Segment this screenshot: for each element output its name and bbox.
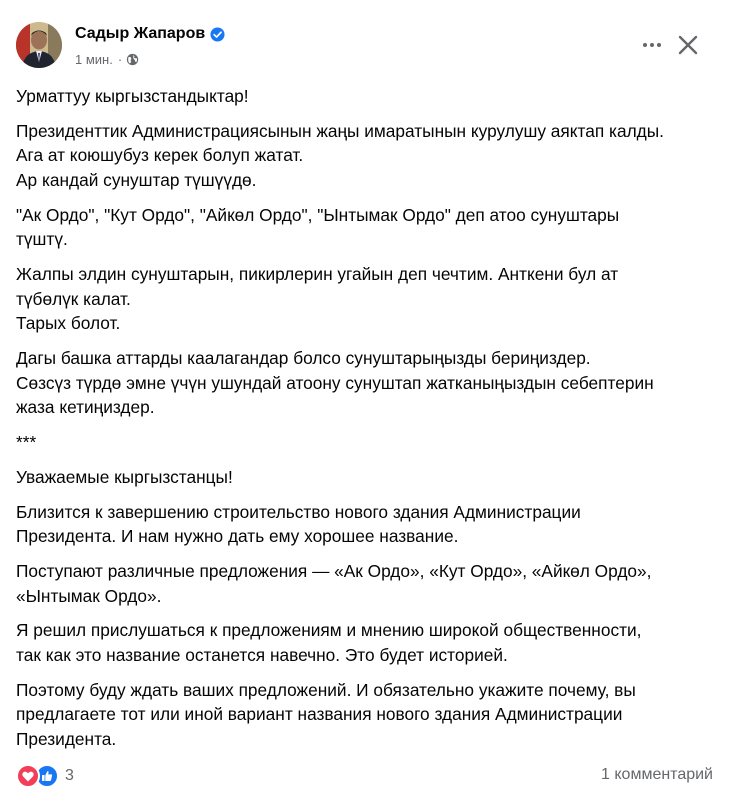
post-paragraph [16, 618, 721, 667]
paragraph-line: *** [16, 432, 37, 453]
paragraph-line: Ага ат коюшубуз керек болуп жатат. [16, 145, 304, 166]
paragraph-line: Уважаемые кыргызстанцы! [16, 466, 233, 487]
post-paragraph [16, 430, 721, 455]
post-meta [75, 52, 139, 67]
paragraph-line: Ар кандай сунуштар түшүүдө. [16, 169, 257, 190]
comments-count-link[interactable]: 1 комментарий [601, 766, 713, 783]
paragraph-line: жаза кетиңиздер. [16, 397, 155, 418]
paragraph-line: Президента. [16, 728, 117, 749]
paragraph-line: Президента. И нам нужно дать ему хорошее название. [16, 526, 459, 547]
paragraph-line: Близится к завершению строительство нового здания Администрации [16, 501, 581, 522]
paragraph-line: Дагы башка аттарды каалагандар болсо сунуштарыңызды бериңиздер. [16, 348, 591, 369]
post-header [16, 22, 729, 72]
more-options-button[interactable] [639, 32, 665, 58]
post-paragraph [16, 203, 721, 252]
post-time[interactable]: 1 мин. [75, 52, 113, 67]
post-paragraph [16, 84, 721, 109]
paragraph-line: түштү. [16, 229, 68, 250]
globe-icon[interactable] [126, 53, 139, 66]
post-paragraph [16, 262, 721, 336]
post-footer [16, 764, 713, 790]
paragraph-line: Урматтуу кыргызстандыктар! [16, 86, 249, 106]
paragraph-line: Я решил прислушаться к предложениям и мнению широкой общественности, [16, 620, 642, 641]
more-horizontal-icon [642, 42, 662, 48]
author-row [75, 25, 225, 43]
post-paragraph [16, 500, 721, 549]
paragraph-line: Жалпы элдин сунуштарын, пикирлерин угайын деп чечтим. Анткени бул ат [16, 264, 619, 285]
paragraph-line: так как это название останется навечно. Это будет историей. [16, 644, 508, 665]
post-paragraph [16, 465, 721, 490]
paragraph-line: Тарых болот. [16, 313, 121, 334]
paragraph-line: "Ак Ордо", "Кут Ордо", "Айкөл Ордо", "Ынтымак Ордо" деп атоо сунуштары [16, 204, 620, 225]
post-body [16, 84, 721, 762]
paragraph-line: Сөзсүз түрдө эмне үчүн ушундай атоону сунуштап жатканыңыздын себептерин [16, 372, 654, 393]
post-paragraph [16, 559, 721, 608]
post-paragraph [16, 678, 721, 752]
paragraph-line: түбөлүк калат. [16, 288, 131, 309]
author-name[interactable]: Садыр Жапаров [75, 25, 206, 42]
meta-separator: · [117, 52, 123, 67]
paragraph-line: Поэтому буду ждать ваших предложений. И обязательно укажите почему, вы [16, 679, 636, 700]
post-paragraph [16, 346, 721, 420]
reaction-count: 3 [65, 767, 74, 784]
reactions-summary[interactable] [16, 764, 74, 788]
paragraph-line: предлагаете тот или иной вариант названия нового здания Администрации [16, 704, 623, 725]
close-button[interactable] [673, 30, 703, 60]
paragraph-line: «Ынтымак Ордо». [16, 585, 162, 606]
avatar[interactable] [16, 22, 62, 68]
paragraph-line: Поступают различные предложения — «Ак Ордо», «Кут Ордо», «Айкөл Ордо», [16, 561, 652, 581]
close-icon [678, 35, 698, 55]
paragraph-line: Президенттик Администрациясынын жаңы имаратынын курулушу аяктап калды. [16, 120, 664, 141]
love-reaction-icon [16, 764, 40, 788]
verified-badge-icon [210, 27, 225, 42]
post-paragraph [16, 119, 721, 193]
